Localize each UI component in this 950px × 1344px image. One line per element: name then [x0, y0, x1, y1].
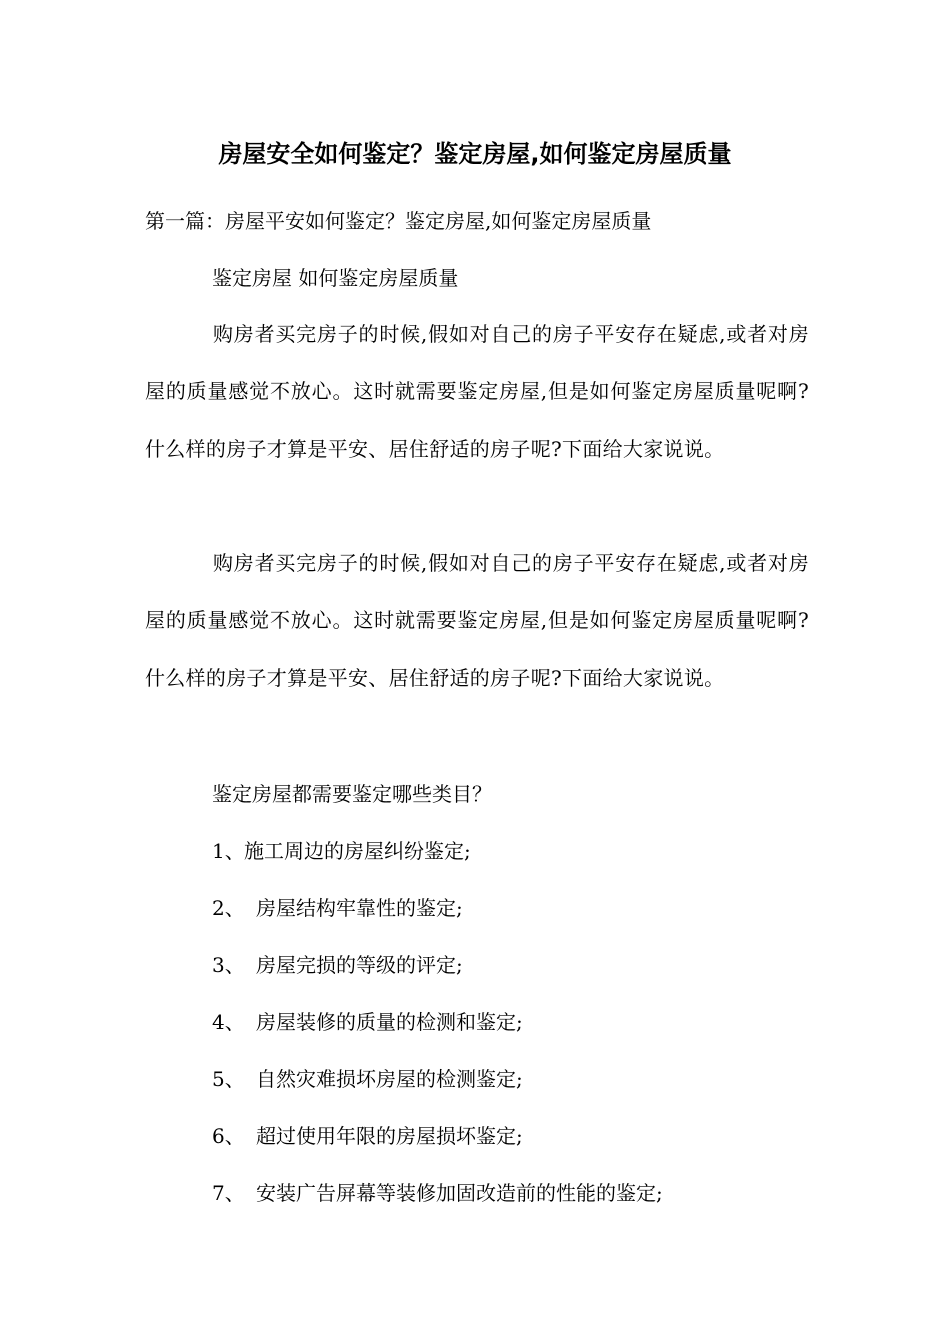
chapter-heading: 第一篇：房屋平安如何鉴定？鉴定房屋,如何鉴定房屋质量: [145, 209, 652, 233]
list-item-number: 7、: [212, 1181, 245, 1205]
list-item-text: 自然灾难损坏房屋的检测鉴定;: [256, 1067, 523, 1091]
list-heading: 鉴定房屋都需要鉴定哪些类目？: [212, 782, 492, 806]
list-item-number: 2、: [212, 896, 245, 920]
list-item-number: 5、: [212, 1067, 245, 1091]
list-item: [212, 1176, 663, 1210]
list-item-text: 超过使用年限的房屋损坏鉴定;: [256, 1124, 523, 1148]
list-item: [212, 948, 463, 982]
list-item: [212, 1119, 523, 1153]
list-item: [212, 1062, 523, 1096]
paragraph-1: 购房者买完房子的时候,假如对自己的房子平安存在疑虑,或者对房屋的质量感觉不放心。这时就需要鉴定房屋,但是如何鉴定房屋质量呢啊?什么样的房子才算是平安、居住舒适的房子呢?下面给大家说说。: [145, 322, 809, 461]
list-item-number: 1、: [212, 839, 245, 863]
list-item-text: 安装广告屏幕等装修加固改造前的性能的鉴定;: [256, 1181, 663, 1205]
list-item: [212, 834, 471, 868]
list-item-number: 6、: [212, 1124, 245, 1148]
list-item-text: 施工周边的房屋纠纷鉴定;: [244, 839, 471, 863]
subheading: 鉴定房屋 如何鉴定房屋质量: [212, 266, 459, 290]
list-item: [212, 891, 463, 925]
list-item-text: 房屋完损的等级的评定;: [256, 953, 463, 977]
list-item: [212, 1005, 523, 1039]
list-item-number: 3、: [212, 953, 245, 977]
list-item-text: 房屋装修的质量的检测和鉴定;: [256, 1010, 523, 1034]
list-item-text: 房屋结构牢靠性的鉴定;: [256, 896, 463, 920]
paragraph-2: 购房者买完房子的时候,假如对自己的房子平安存在疑虑,或者对房屋的质量感觉不放心。这时就需要鉴定房屋,但是如何鉴定房屋质量呢啊?什么样的房子才算是平安、居住舒适的房子呢?下面给大家说说。: [145, 551, 809, 690]
document-title: 房屋安全如何鉴定？鉴定房屋,如何鉴定房屋质量: [218, 140, 732, 168]
list-item-number: 4、: [212, 1010, 245, 1034]
